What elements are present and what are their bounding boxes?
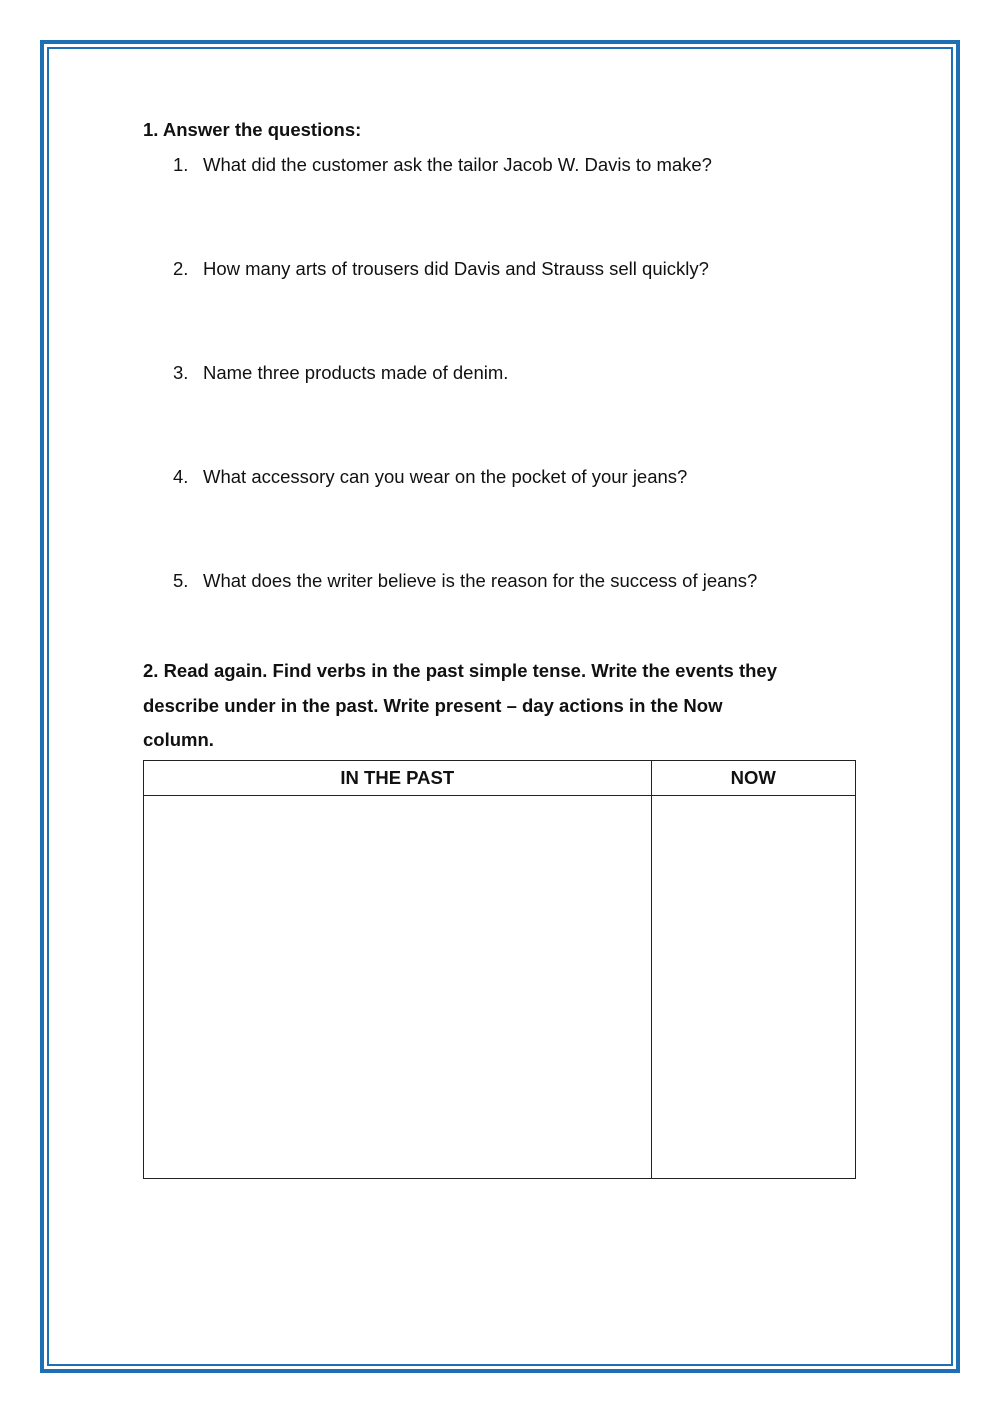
question-text: How many arts of trousers did Davis and Strauss sell quickly? — [203, 258, 709, 279]
section2-heading-line3: column. — [143, 729, 214, 750]
section2-heading-line2: describe under in the past. Write present – day actions in the Now — [143, 694, 723, 716]
question-item — [143, 152, 857, 256]
past-column-header: IN THE PAST — [144, 760, 652, 795]
events-table — [143, 760, 856, 1179]
section2-heading-line1: 2. Read again. Find verbs in the past simple tense. Write the events they — [143, 660, 777, 681]
question-number: 5. — [173, 570, 189, 591]
now-answer-cell[interactable] — [651, 795, 855, 1178]
now-column-header: NOW — [651, 760, 855, 795]
question-item — [143, 568, 857, 654]
section2-heading — [143, 654, 857, 758]
question-text: What did the customer ask the tailor Jacob W. Davis to make? — [203, 154, 712, 175]
question-number: 2. — [173, 258, 189, 279]
question-number: 4. — [173, 466, 189, 487]
question-item — [143, 464, 857, 568]
section1-heading: 1. Answer the questions: — [143, 119, 362, 140]
question-number: 1. — [173, 154, 189, 175]
worksheet-content — [143, 117, 857, 1179]
question-number: 3. — [173, 362, 189, 383]
past-answer-cell[interactable] — [144, 795, 652, 1178]
question-item — [143, 360, 857, 464]
question-list — [143, 152, 857, 654]
question-text: What accessory can you wear on the pocket of your jeans? — [203, 466, 688, 487]
question-text: Name three products made of denim. — [203, 362, 509, 383]
question-text: What does the writer believe is the reason for the success of jeans? — [203, 570, 758, 591]
question-item — [143, 256, 857, 360]
